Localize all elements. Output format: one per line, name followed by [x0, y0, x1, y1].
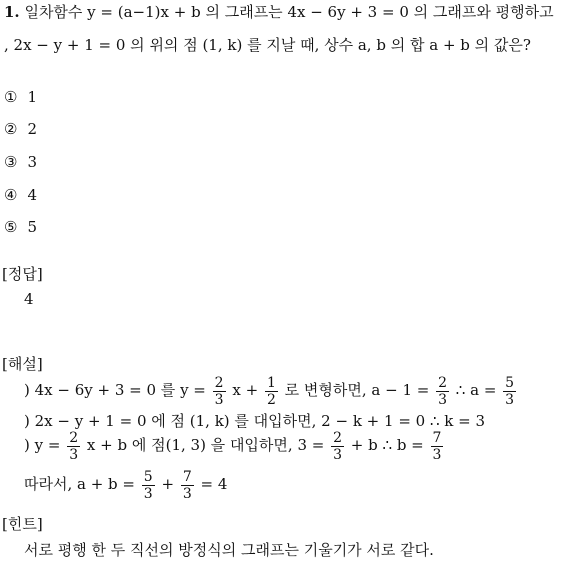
hint-label: [힌트]	[2, 515, 43, 533]
choice-mark: ②	[4, 120, 18, 138]
explanation-label: [해설]	[2, 355, 43, 373]
fraction	[213, 375, 226, 408]
expl-text: 따라서, a + b =	[24, 475, 140, 493]
numerator: 7	[182, 468, 192, 485]
fraction	[331, 430, 344, 463]
expl-text: x + b 에 점(1, 3) 을 대입하면, 3 =	[86, 436, 330, 454]
explanation-line-2: ) 2x − y + 1 = 0 에 점 (1, k) 를 대입하면, 2 − k + 1 = 0 ∴ k = 3	[24, 412, 486, 430]
expl-text: = 4	[200, 475, 228, 493]
choice-mark: ③	[4, 153, 18, 171]
fraction	[67, 430, 80, 463]
choice-2[interactable]	[4, 120, 37, 138]
answer-label: [정답]	[2, 265, 43, 283]
question-text-2: , 2x − y + 1 = 0 의 위의 점 (1, k) 를 지날 때, 상수 a, b 의 합 a + b 의 값은?	[4, 36, 531, 54]
numerator: 7	[432, 429, 442, 446]
denominator: 3	[182, 485, 192, 502]
choice-mark: ①	[4, 88, 18, 106]
choice-1[interactable]	[4, 88, 37, 106]
numerator: 2	[438, 374, 448, 391]
choice-4[interactable]	[4, 186, 37, 204]
expl-text: 로 변형하면, a − 1 =	[284, 381, 435, 399]
explanation-line-4	[24, 467, 227, 502]
denominator: 3	[432, 446, 442, 463]
answer-value: 4	[24, 290, 34, 308]
numerator: 2	[214, 374, 224, 391]
choice-value: 2	[27, 120, 37, 138]
explanation-line-3	[24, 428, 445, 463]
fraction	[142, 469, 155, 502]
numerator: 2	[333, 429, 343, 446]
hint-text: 서로 평행 한 두 직선의 방정식의 그래프는 기울기가 서로 같다.	[24, 541, 434, 559]
fraction	[181, 469, 194, 502]
denominator: 2	[266, 391, 276, 408]
choice-value: 1	[27, 88, 37, 106]
numerator: 5	[143, 468, 153, 485]
question-number: 1.	[4, 3, 20, 21]
question-line-1	[4, 2, 554, 22]
choice-value: 3	[27, 153, 37, 171]
denominator: 3	[214, 391, 224, 408]
numerator: 1	[266, 374, 276, 391]
denominator: 3	[438, 391, 448, 408]
numerator: 2	[69, 429, 79, 446]
denominator: 3	[505, 391, 515, 408]
numerator: 5	[505, 374, 515, 391]
expl-text: ) y =	[24, 436, 66, 454]
fraction	[265, 375, 278, 408]
fraction	[503, 375, 516, 408]
denominator: 3	[69, 446, 79, 463]
choice-value: 4	[27, 186, 37, 204]
expl-text: +	[161, 475, 179, 493]
expl-text: + b ∴ b =	[350, 436, 429, 454]
choice-5[interactable]	[4, 218, 37, 236]
expl-text: ∴ a =	[455, 381, 502, 399]
expl-text: x +	[232, 381, 263, 399]
choice-value: 5	[27, 218, 37, 236]
expl-text: ) 4x − 6y + 3 = 0 를 y =	[24, 381, 211, 399]
fraction	[431, 430, 444, 463]
explanation-line-1	[24, 373, 518, 408]
denominator: 3	[333, 446, 343, 463]
fraction	[436, 375, 449, 408]
denominator: 3	[143, 485, 153, 502]
question-text-1: 일차함수 y = (a−1)x + b 의 그래프는 4x − 6y + 3 = 0 의 그래프와 평행하고	[24, 3, 554, 21]
choice-3[interactable]	[4, 153, 37, 171]
choice-mark: ④	[4, 186, 18, 204]
choice-mark: ⑤	[4, 218, 18, 236]
